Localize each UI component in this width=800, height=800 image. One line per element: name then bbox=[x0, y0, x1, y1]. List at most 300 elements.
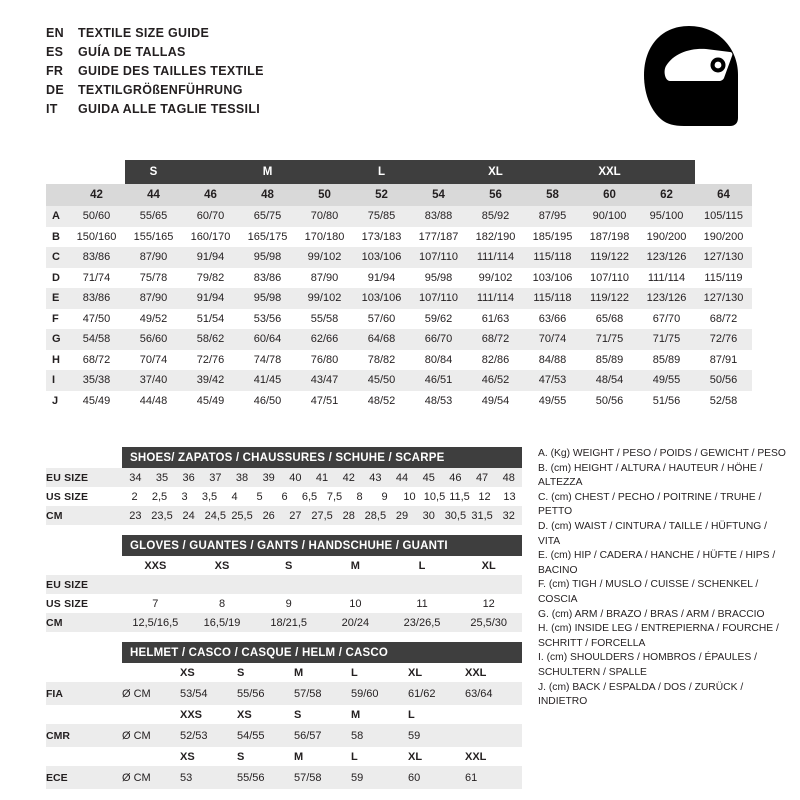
measurement-cell: 39/42 bbox=[182, 370, 239, 391]
cell: 23 bbox=[129, 509, 142, 522]
measurement-cell: 55/65 bbox=[125, 206, 182, 227]
measurement-cell: 68/72 bbox=[68, 350, 125, 371]
size-number-cell: 60 bbox=[581, 184, 638, 206]
textile-size-table bbox=[46, 160, 752, 411]
measurement-cell: 45/49 bbox=[182, 391, 239, 412]
cell: 58 bbox=[351, 729, 364, 742]
cell: 39 bbox=[262, 471, 275, 484]
measurement-cell: 55/58 bbox=[296, 309, 353, 330]
measurement-cell: 72/76 bbox=[695, 329, 752, 350]
measurement-cell: 119/122 bbox=[581, 288, 638, 309]
measurement-row bbox=[46, 350, 752, 371]
measurement-cell: 49/55 bbox=[524, 391, 581, 412]
measurement-cell: 99/102 bbox=[467, 268, 524, 289]
legend-item: I. (cm) SHOULDERS / HOMBROS / ÉPAULES / bbox=[538, 652, 757, 664]
measurement-cell: 68/72 bbox=[467, 329, 524, 350]
cell: 7,5 bbox=[326, 490, 343, 503]
measurement-cell: 70/74 bbox=[125, 350, 182, 371]
measurement-cell: 160/170 bbox=[182, 227, 239, 248]
helmet-section bbox=[46, 642, 522, 789]
measurement-cell: 50/60 bbox=[68, 206, 125, 227]
cell: 32 bbox=[502, 509, 515, 522]
helmet-row-label: FIA bbox=[46, 687, 63, 700]
cell: 4 bbox=[231, 490, 238, 503]
header-row bbox=[46, 102, 264, 121]
measurement-cell: 71/75 bbox=[581, 329, 638, 350]
measurement-row bbox=[46, 268, 752, 289]
measurement-cell: 87/90 bbox=[125, 288, 182, 309]
legend-item: H. (cm) INSIDE LEG / ENTREPIERNA / FOURCHE / bbox=[538, 623, 779, 635]
shoes-row-label: EU SIZE bbox=[46, 471, 89, 484]
cell: 46 bbox=[449, 471, 462, 484]
size-category-cell bbox=[695, 160, 752, 184]
measurement-cell: 155/165 bbox=[125, 227, 182, 248]
measurement-cell: 46/52 bbox=[467, 370, 524, 391]
cell: M bbox=[351, 708, 361, 721]
helmet-size-header-cmr bbox=[46, 705, 522, 724]
size-category-cell bbox=[638, 160, 695, 184]
header-row bbox=[46, 26, 264, 45]
measurement-cell: 105/115 bbox=[695, 206, 752, 227]
cell: 13 bbox=[503, 490, 516, 503]
cell: 30 bbox=[422, 509, 435, 522]
measurement-cell: 45/50 bbox=[353, 370, 410, 391]
measurement-cell: 111/114 bbox=[638, 268, 695, 289]
cell: XL bbox=[408, 666, 423, 679]
measurement-cell: 44/48 bbox=[125, 391, 182, 412]
cell: 48 bbox=[502, 471, 515, 484]
helmet-row-values bbox=[180, 730, 522, 742]
measurement-cell: 87/95 bbox=[524, 206, 581, 227]
measurement-cell: 76/80 bbox=[296, 350, 353, 371]
measurement-cell: 187/198 bbox=[581, 227, 638, 248]
shoes-row-values bbox=[122, 472, 522, 484]
measurement-cell: 60/70 bbox=[182, 206, 239, 227]
legend-item-cont: SCHRITT / FORCELLA bbox=[538, 637, 646, 649]
measurement-cell: 78/82 bbox=[353, 350, 410, 371]
measurement-cell: 54/58 bbox=[68, 329, 125, 350]
cell: 12,5/16,5 bbox=[132, 616, 179, 629]
measurement-row bbox=[46, 391, 752, 412]
measurement-cell: 90/100 bbox=[581, 206, 638, 227]
size-number-cell: 64 bbox=[695, 184, 752, 206]
cell: 42 bbox=[342, 471, 355, 484]
cell: 36 bbox=[182, 471, 195, 484]
cell: 5 bbox=[256, 490, 263, 503]
measurement-cell: 83/86 bbox=[68, 247, 125, 268]
cell: 34 bbox=[129, 471, 142, 484]
header-title: GUÍA DE TALLAS bbox=[78, 45, 186, 59]
helmet-size-header-fia bbox=[46, 663, 522, 682]
measurement-cell: 91/94 bbox=[182, 288, 239, 309]
cell: 28 bbox=[342, 509, 355, 522]
measurement-cell: 51/54 bbox=[182, 309, 239, 330]
measurement-cell: 52/58 bbox=[695, 391, 752, 412]
measurement-cell: 82/86 bbox=[467, 350, 524, 371]
size-number-cell: 44 bbox=[125, 184, 182, 206]
cell: 29 bbox=[395, 509, 409, 522]
measurement-row-label: J bbox=[46, 391, 68, 412]
cell: XS bbox=[180, 750, 195, 763]
measurement-cell: 58/62 bbox=[182, 329, 239, 350]
cell: 9 bbox=[381, 490, 388, 503]
measurement-row bbox=[46, 227, 752, 248]
cell: 31,5 bbox=[471, 509, 493, 522]
cell: 10 bbox=[349, 597, 362, 610]
measurement-cell: 48/52 bbox=[353, 391, 410, 412]
cell: 38 bbox=[235, 471, 249, 484]
cell: 23,5 bbox=[151, 509, 173, 522]
measurement-cell: 50/56 bbox=[581, 391, 638, 412]
cell: 44 bbox=[395, 471, 409, 484]
size-category-cell: L bbox=[353, 160, 410, 184]
measurement-cell: 190/200 bbox=[695, 227, 752, 248]
measurement-row-label: I bbox=[46, 370, 68, 391]
measurement-cell: 103/106 bbox=[524, 268, 581, 289]
measurement-cell: 99/102 bbox=[296, 247, 353, 268]
gloves-row-cm bbox=[46, 613, 522, 632]
cell: 57/58 bbox=[294, 771, 322, 784]
measurement-cell: 66/70 bbox=[410, 329, 467, 350]
measurement-cell: 95/100 bbox=[638, 206, 695, 227]
cell: 2,5 bbox=[151, 490, 168, 503]
measurement-cell: 87/90 bbox=[125, 247, 182, 268]
helmet-row-values bbox=[180, 688, 522, 700]
measurement-cell: 185/195 bbox=[524, 227, 581, 248]
helmet-row-fia bbox=[46, 682, 522, 705]
cell: 27 bbox=[289, 509, 302, 522]
cell: 23/26,5 bbox=[403, 616, 441, 629]
measurement-cell: 85/89 bbox=[581, 350, 638, 371]
cell: 10,5 bbox=[423, 490, 446, 503]
measurement-cell: 75/85 bbox=[353, 206, 410, 227]
measurement-cell: 50/56 bbox=[695, 370, 752, 391]
header-lang-code: ES bbox=[46, 45, 64, 59]
measurement-row bbox=[46, 329, 752, 350]
size-category-cell bbox=[68, 160, 125, 184]
cell: L bbox=[418, 559, 426, 572]
gloves-row-label: EU SIZE bbox=[46, 578, 89, 591]
cell: 61/62 bbox=[408, 687, 436, 700]
helmet-row-unit: Ø CM bbox=[122, 729, 151, 742]
measurement-row bbox=[46, 247, 752, 268]
cell: XS bbox=[180, 666, 195, 679]
measurement-cell: 85/89 bbox=[638, 350, 695, 371]
measurement-cell: 46/51 bbox=[410, 370, 467, 391]
measurement-cell: 123/126 bbox=[638, 288, 695, 309]
measurement-cell: 48/53 bbox=[410, 391, 467, 412]
header-lang-code: FR bbox=[46, 64, 64, 78]
legend-item: C. (cm) CHEST / PECHO / POITRINE / TRUHE / PETTO bbox=[538, 491, 762, 518]
cell: 41 bbox=[315, 471, 329, 484]
cell: S bbox=[237, 750, 245, 763]
cell: 61 bbox=[465, 771, 478, 784]
cell bbox=[465, 709, 522, 721]
size-category-cell bbox=[296, 160, 353, 184]
measurement-cell: 80/84 bbox=[410, 350, 467, 371]
gloves-row-eu bbox=[46, 575, 522, 594]
size-category-cell bbox=[182, 160, 239, 184]
measurement-cell: 71/75 bbox=[638, 329, 695, 350]
shoes-row-eu bbox=[46, 468, 522, 487]
measurement-cell: 79/82 bbox=[182, 268, 239, 289]
cell: L bbox=[351, 750, 358, 763]
helmet-row-label: ECE bbox=[46, 771, 68, 784]
gloves-row-label: CM bbox=[46, 616, 63, 629]
measurement-cell: 75/78 bbox=[125, 268, 182, 289]
measurement-row-label: H bbox=[46, 350, 68, 371]
measurement-row bbox=[46, 309, 752, 330]
cell: 8 bbox=[218, 597, 226, 610]
measurement-row-label: B bbox=[46, 227, 68, 248]
legend-item: A. (Kg) WEIGHT / PESO / POIDS / GEWICHT / PESO bbox=[538, 448, 786, 459]
measurement-cell: 91/94 bbox=[353, 268, 410, 289]
measurement-cell: 51/56 bbox=[638, 391, 695, 412]
cell: 59/60 bbox=[351, 687, 379, 700]
cell: 45 bbox=[422, 471, 435, 484]
helmet-icon bbox=[634, 22, 744, 132]
measurement-cell: 107/110 bbox=[581, 268, 638, 289]
gloves-row-label: US SIZE bbox=[46, 597, 89, 610]
measurement-cell: 83/88 bbox=[410, 206, 467, 227]
cell: 9 bbox=[285, 597, 292, 610]
measurement-row bbox=[46, 370, 752, 391]
cell: 24 bbox=[182, 509, 195, 522]
gloves-title: GLOVES / GUANTES / GANTS / HANDSCHUHE / GUANTI bbox=[122, 535, 522, 556]
header-lang-code: IT bbox=[46, 102, 58, 116]
size-category-cell: S bbox=[125, 160, 182, 184]
gloves-size-values bbox=[122, 560, 522, 572]
measurement-cell: 70/74 bbox=[524, 329, 581, 350]
shoes-row-label: CM bbox=[46, 509, 63, 522]
cell: 47 bbox=[475, 471, 489, 484]
measurement-cell: 95/98 bbox=[239, 288, 296, 309]
shoes-row-label: US SIZE bbox=[46, 490, 89, 503]
size-category-cell bbox=[46, 160, 68, 184]
cell: 63/64 bbox=[465, 687, 493, 700]
measurement-cell: 49/55 bbox=[638, 370, 695, 391]
shoes-section bbox=[46, 447, 522, 525]
cell: XXL bbox=[465, 750, 487, 763]
header-title: GUIDE DES TAILLES TEXTILE bbox=[78, 64, 264, 78]
cell: 16,5/19 bbox=[203, 616, 241, 629]
size-category-cell bbox=[524, 160, 581, 184]
measurement-cell: 53/56 bbox=[239, 309, 296, 330]
measurement-cell: 103/106 bbox=[353, 288, 410, 309]
measurement-cell: 173/183 bbox=[353, 227, 410, 248]
measurement-cell: 95/98 bbox=[410, 268, 467, 289]
measurement-cell: 47/53 bbox=[524, 370, 581, 391]
header-lang-code: DE bbox=[46, 83, 64, 97]
measurement-cell: 177/187 bbox=[410, 227, 467, 248]
legend-item: D. (cm) WAIST / CINTURA / TAILLE / HÜFTUNG / VITA bbox=[538, 520, 768, 547]
shoes-row-values bbox=[122, 510, 522, 522]
measurement-cell: 72/76 bbox=[182, 350, 239, 371]
measurement-cell: 107/110 bbox=[410, 247, 467, 268]
size-number-cell: 54 bbox=[410, 184, 467, 206]
size-category-cell: XXL bbox=[581, 160, 638, 184]
cell: S bbox=[237, 666, 245, 679]
size-number-corner bbox=[46, 184, 68, 206]
header-row bbox=[46, 83, 264, 102]
measurement-cell: 103/106 bbox=[353, 247, 410, 268]
measurement-row-label: G bbox=[46, 329, 68, 350]
shoes-row-values bbox=[122, 491, 522, 503]
header-title: GUIDA ALLE TAGLIE TESSILI bbox=[78, 102, 261, 116]
measurement-cell: 111/114 bbox=[467, 247, 524, 268]
measurement-cell: 62/66 bbox=[296, 329, 353, 350]
gloves-row-values bbox=[122, 617, 522, 629]
measurement-cell: 115/119 bbox=[695, 268, 752, 289]
measurement-cell: 70/80 bbox=[296, 206, 353, 227]
cell: 7 bbox=[152, 597, 159, 610]
measurement-cell: 48/54 bbox=[581, 370, 638, 391]
measurement-cell: 47/50 bbox=[68, 309, 125, 330]
measurement-cell: 35/38 bbox=[68, 370, 125, 391]
helmet-size-values bbox=[180, 751, 522, 763]
measurement-row-label: D bbox=[46, 268, 68, 289]
cell: 52/53 bbox=[180, 729, 208, 742]
cell: 12 bbox=[478, 490, 491, 503]
measurement-cell: 85/92 bbox=[467, 206, 524, 227]
helmet-size-values bbox=[180, 709, 522, 721]
measurement-cell: 150/160 bbox=[68, 227, 125, 248]
measurement-cell: 115/118 bbox=[524, 247, 581, 268]
measurement-cell: 56/60 bbox=[125, 329, 182, 350]
cell: 8 bbox=[356, 490, 363, 503]
legend-item: G. (cm) ARM / BRAZO / BRAS / ARM / BRACCIO bbox=[538, 608, 765, 620]
cell: M bbox=[350, 559, 360, 572]
helmet-row-unit: Ø CM bbox=[122, 687, 151, 700]
measurement-cell: 63/66 bbox=[524, 309, 581, 330]
legend-item: E. (cm) HIP / CADERA / HANCHE / HÜFTE / HIPS / BACINO bbox=[538, 550, 776, 576]
header-lang-code: EN bbox=[46, 26, 64, 40]
cell: 11,5 bbox=[449, 490, 470, 503]
measurement-cell: 87/90 bbox=[296, 268, 353, 289]
cell: 53/54 bbox=[180, 687, 208, 700]
size-category-cell bbox=[410, 160, 467, 184]
cell: L bbox=[408, 708, 415, 721]
size-number-cell: 46 bbox=[182, 184, 239, 206]
cell: 40 bbox=[289, 471, 302, 484]
measurement-cell: 67/70 bbox=[638, 309, 695, 330]
measurement-cell: 71/74 bbox=[68, 268, 125, 289]
gloves-row-us bbox=[46, 594, 522, 613]
cell: M bbox=[294, 750, 304, 763]
cell: XXS bbox=[180, 708, 203, 721]
cell: XS bbox=[214, 559, 230, 572]
measurement-cell: 127/130 bbox=[695, 247, 752, 268]
header-row bbox=[46, 64, 264, 83]
helmet-row-ece bbox=[46, 766, 522, 789]
measurement-cell: 59/62 bbox=[410, 309, 467, 330]
measurement-row-label: C bbox=[46, 247, 68, 268]
cell: 59 bbox=[351, 771, 364, 784]
measurement-cell: 190/200 bbox=[638, 227, 695, 248]
measurement-legend bbox=[538, 447, 788, 710]
measurement-cell: 65/75 bbox=[239, 206, 296, 227]
measurement-cell: 61/63 bbox=[467, 309, 524, 330]
cell: 24,5 bbox=[204, 509, 227, 522]
cell: 20/24 bbox=[341, 616, 370, 629]
header-title: TEXTILE SIZE GUIDE bbox=[78, 26, 210, 40]
measurement-cell: 46/50 bbox=[239, 391, 296, 412]
size-number-cell: 48 bbox=[239, 184, 296, 206]
cell: 10 bbox=[403, 490, 416, 503]
measurement-cell: 123/126 bbox=[638, 247, 695, 268]
cell: 59 bbox=[408, 729, 421, 742]
cell: XL bbox=[408, 750, 423, 763]
helmet-title-bar bbox=[46, 642, 522, 663]
size-category-cell: M bbox=[239, 160, 296, 184]
helmet-size-header-ece bbox=[46, 747, 522, 766]
measurement-cell: 37/40 bbox=[125, 370, 182, 391]
cell: 28,5 bbox=[364, 509, 387, 522]
gloves-section bbox=[46, 535, 522, 632]
size-number-cell: 62 bbox=[638, 184, 695, 206]
cell: 56/57 bbox=[294, 729, 322, 742]
cell: 37 bbox=[209, 471, 222, 484]
helmet-row-label: CMR bbox=[46, 729, 70, 742]
legend-item: J. (cm) BACK / ESPALDA / DOS / ZURÜCK / INDIETRO bbox=[538, 681, 744, 708]
size-category-row bbox=[46, 160, 752, 184]
helmet-row-unit: Ø CM bbox=[122, 771, 151, 784]
cell bbox=[465, 730, 522, 742]
size-number-cell: 50 bbox=[296, 184, 353, 206]
measurement-cell: 74/78 bbox=[239, 350, 296, 371]
measurement-cell: 41/45 bbox=[239, 370, 296, 391]
measurement-cell: 107/110 bbox=[410, 288, 467, 309]
cell: M bbox=[294, 666, 304, 679]
cell: 54/55 bbox=[237, 729, 265, 742]
cell: 6 bbox=[281, 490, 288, 503]
measurement-cell: 49/52 bbox=[125, 309, 182, 330]
measurement-cell: 95/98 bbox=[239, 247, 296, 268]
cell: 12 bbox=[482, 597, 495, 610]
size-number-cell: 52 bbox=[353, 184, 410, 206]
size-number-cell: 42 bbox=[68, 184, 125, 206]
cell: XXS bbox=[144, 559, 167, 572]
measurement-row bbox=[46, 288, 752, 309]
shoes-title-bar bbox=[46, 447, 522, 468]
measurement-cell: 165/175 bbox=[239, 227, 296, 248]
shoes-title: SHOES/ ZAPATOS / CHAUSSURES / SCHUHE / SCARPE bbox=[122, 447, 522, 468]
measurement-cell: 83/86 bbox=[239, 268, 296, 289]
header-row bbox=[46, 45, 264, 64]
measurement-cell: 60/64 bbox=[239, 329, 296, 350]
cell: 25,5 bbox=[231, 509, 253, 522]
gloves-row-values bbox=[122, 598, 522, 610]
cell: 26 bbox=[262, 509, 275, 522]
header-title: TEXTILGRÖßENFÜHRUNG bbox=[78, 83, 243, 97]
cell: XL bbox=[481, 559, 496, 572]
measurement-cell: 45/49 bbox=[68, 391, 125, 412]
measurement-cell: 84/88 bbox=[524, 350, 581, 371]
cell: 53 bbox=[180, 771, 193, 784]
cell: 2 bbox=[131, 490, 138, 503]
bottom-tables bbox=[46, 447, 522, 789]
measurement-cell: 182/190 bbox=[467, 227, 524, 248]
cell: XS bbox=[237, 708, 252, 721]
measurement-cell: 99/102 bbox=[296, 288, 353, 309]
gloves-title-bar bbox=[46, 535, 522, 556]
measurement-cell: 87/91 bbox=[695, 350, 752, 371]
measurement-row-label: A bbox=[46, 206, 68, 227]
size-number-cell: 58 bbox=[524, 184, 581, 206]
measurement-row bbox=[46, 206, 752, 227]
measurement-cell: 43/47 bbox=[296, 370, 353, 391]
cell: 55/56 bbox=[237, 771, 265, 784]
